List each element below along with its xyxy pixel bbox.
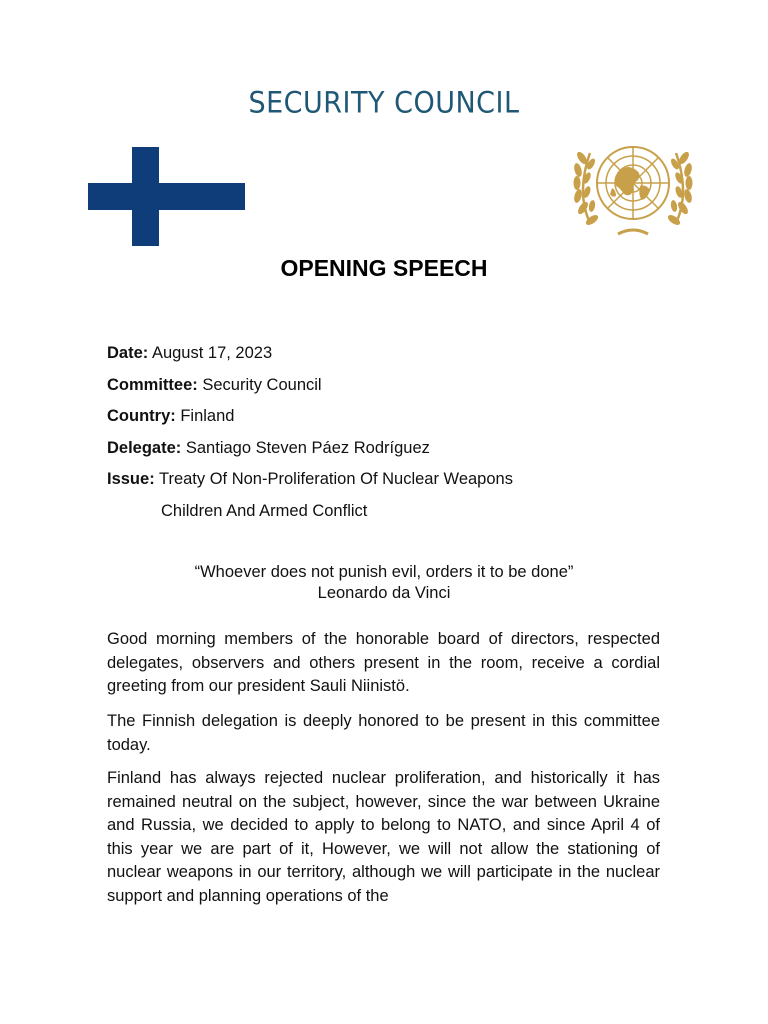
paragraph-position: Finland has always rejected nuclear proliferation, and historically it has remained neutral on the subject, however, since the war between Ukraine and Russia, we decided to apply to belong to NATO, and since April 4 of this year we are part of it, However, we will not allow the stationing of nuclear weapons in our territory, although we will participate in the nuclear support and planning operations of the xyxy=(107,769,660,905)
speech-title: OPENING SPEECH xyxy=(280,255,488,281)
delegate-value: Santiago Steven Páez Rodríguez xyxy=(185,438,430,457)
committee-row xyxy=(107,370,513,402)
country-label: Country: xyxy=(107,407,176,425)
finland-flag-icon xyxy=(88,147,245,246)
council-title: SECURITY COUNCIL xyxy=(248,86,520,121)
issue-value-1: Treaty Of Non-Proliferation Of Nuclear Weapons xyxy=(158,470,513,488)
issue-row-2 xyxy=(107,496,513,528)
country-value: Finland xyxy=(180,407,235,425)
issue-value-2: Children And Armed Conflict xyxy=(161,501,368,520)
un-emblem-icon xyxy=(568,128,698,243)
date-row xyxy=(107,338,513,370)
quote-author: Leonardo da Vinci xyxy=(317,584,451,602)
issue-row xyxy=(107,464,513,496)
quote-text: “Whoever does not punish evil, orders it to be done” xyxy=(194,563,574,581)
paragraph-honored: The Finnish delegation is deeply honored to be present in this committee today. xyxy=(107,712,660,754)
delegate-label: Delegate: xyxy=(107,438,182,457)
issue-label: Issue: xyxy=(107,470,155,488)
committee-label: Committee: xyxy=(107,375,198,394)
date-value: August 17, 2023 xyxy=(151,344,273,362)
delegate-row xyxy=(107,433,513,465)
committee-value: Security Council xyxy=(202,375,322,394)
date-label: Date: xyxy=(107,344,149,362)
speech-metadata xyxy=(107,338,513,527)
opening-quote xyxy=(0,562,768,604)
paragraph-greeting: Good morning members of the honorable board of directors, respected delegates, observers and others present in the room, receive a cordial greeting from our president Sauli Niinistö. xyxy=(107,630,660,695)
country-row xyxy=(107,401,513,433)
